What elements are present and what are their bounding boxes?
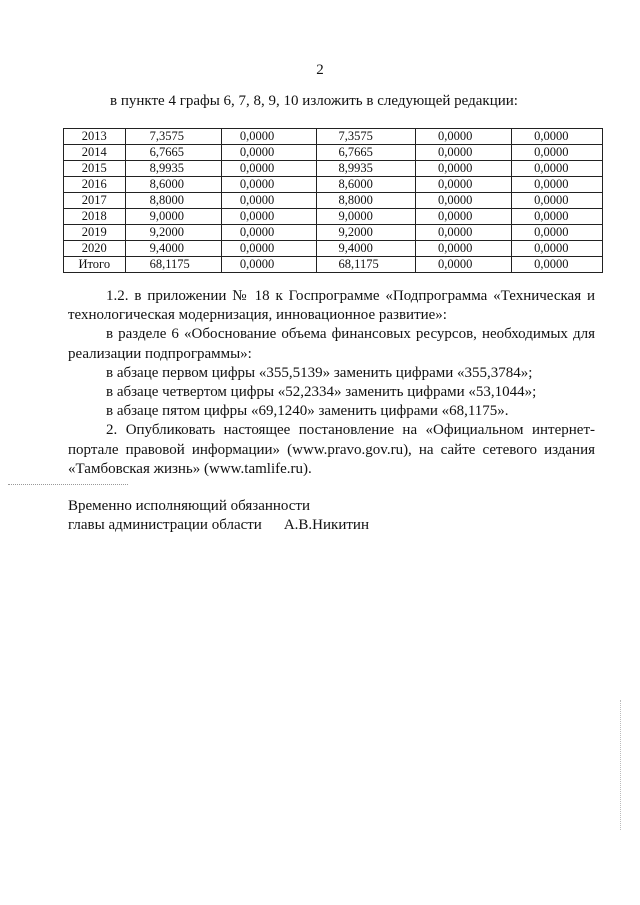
table-cell-value: 0,0000 [512,161,603,177]
table-cell-value: 68,1175 [125,257,221,273]
table-cell-year: 2019 [64,225,126,241]
table-row [64,257,603,273]
table-cell-value: 9,2000 [316,225,415,241]
table-cell-value: 0,0000 [221,209,316,225]
table-cell-year: 2017 [64,193,126,209]
table-cell-value: 7,3575 [316,129,415,145]
paragraph-fifth-abzac: в абзаце пятом цифры «69,1240» заменить цифрами «68,1175». [106,403,509,420]
table-cell-value: 0,0000 [415,145,511,161]
table-row [64,193,603,209]
table-cell-value: 0,0000 [512,193,603,209]
table-cell-value: 0,0000 [221,225,316,241]
table-cell-year: 2013 [64,129,126,145]
table-cell-value: 8,6000 [316,177,415,193]
table-cell-value: 0,0000 [512,145,603,161]
paragraph-first-abzac: в абзаце первом цифры «355,5139» заменить цифрами «355,3784»; [106,364,533,381]
signature-title-line2 [68,516,369,535]
table-cell-value: 6,7665 [316,145,415,161]
table-row [64,209,603,225]
table-cell-value: 6,7665 [125,145,221,161]
table-row [64,145,603,161]
table-row [64,177,603,193]
table-cell-value: 7,3575 [125,129,221,145]
table-cell-value: 0,0000 [415,209,511,225]
table-cell-value: 0,0000 [415,225,511,241]
table-cell-value: 0,0000 [221,193,316,209]
table-cell-year: 2016 [64,177,126,193]
signature-title-line1: Временно исполняющий обязанности [68,498,311,514]
table-cell-value: 0,0000 [415,241,511,257]
table-cell-value: 8,9935 [125,161,221,177]
signature-position: главы администрации области [68,517,262,533]
paragraph-1-2: 1.2. в приложении № 18 к Госпрограмме «Подпрограмма «Техническая и технологическая модернизация, инновационное развитие»: [68,288,595,324]
table-cell-value: 0,0000 [415,161,511,177]
table-cell-value: 0,0000 [415,177,511,193]
table-cell-value: 8,9935 [316,161,415,177]
table-cell-value: 9,0000 [125,209,221,225]
paragraph-publish: 2. Опубликовать настоящее постановление на «Официальном интернет-портале правовой информации» (www.pravo.gov.ru), на сайте сетевого издания «Тамбовская жизнь» (www.tamlife.ru). [68,422,595,477]
table-cell-value: 0,0000 [221,145,316,161]
signatory-name: А.В.Никитин [283,517,369,533]
table-cell-value: 9,4000 [316,241,415,257]
table-cell-year: Итого [64,257,126,273]
table-cell-value: 0,0000 [221,241,316,257]
table-cell-year: 2020 [64,241,126,257]
table-cell-value: 8,6000 [125,177,221,193]
table-cell-value: 0,0000 [512,241,603,257]
table-cell-value: 9,0000 [316,209,415,225]
table-row [64,225,603,241]
table-cell-year: 2015 [64,161,126,177]
table-row [64,129,603,145]
table-cell-value: 8,8000 [125,193,221,209]
table-cell-value: 68,1175 [316,257,415,273]
paragraph-section-6: в разделе 6 «Обоснование объема финансовых ресурсов, необходимых для реализации подпрограммы»: [68,326,595,362]
table-cell-value: 0,0000 [221,129,316,145]
table-cell-value: 0,0000 [512,209,603,225]
table-cell-value: 9,2000 [125,225,221,241]
table-cell-value: 0,0000 [221,161,316,177]
table-cell-value: 0,0000 [512,257,603,273]
table-cell-value: 0,0000 [415,129,511,145]
paragraph-fourth-abzac: в абзаце четвертом цифры «52,2334» заменить цифрами «53,1044»; [106,384,537,401]
table-cell-value: 0,0000 [221,257,316,273]
scan-artifact-line [8,484,128,485]
scan-artifact-edge [620,700,621,830]
table-cell-year: 2018 [64,209,126,225]
table-cell-value: 9,4000 [125,241,221,257]
table-cell-value: 0,0000 [512,225,603,241]
table-cell-value: 8,8000 [316,193,415,209]
signature-block [68,497,369,535]
table-row [64,161,603,177]
table-row [64,241,603,257]
table-body [64,129,603,273]
table-cell-value: 0,0000 [415,257,511,273]
page-number: 2 [316,62,324,78]
table-cell-value: 0,0000 [512,177,603,193]
table-cell-year: 2014 [64,145,126,161]
body-text [68,287,595,479]
intro-line: в пункте 4 графы 6, 7, 8, 9, 10 изложить в следующей редакции: [110,93,518,109]
table-cell-value: 0,0000 [221,177,316,193]
table-cell-value: 0,0000 [512,129,603,145]
table-cell-value: 0,0000 [415,193,511,209]
budget-table [63,128,603,273]
